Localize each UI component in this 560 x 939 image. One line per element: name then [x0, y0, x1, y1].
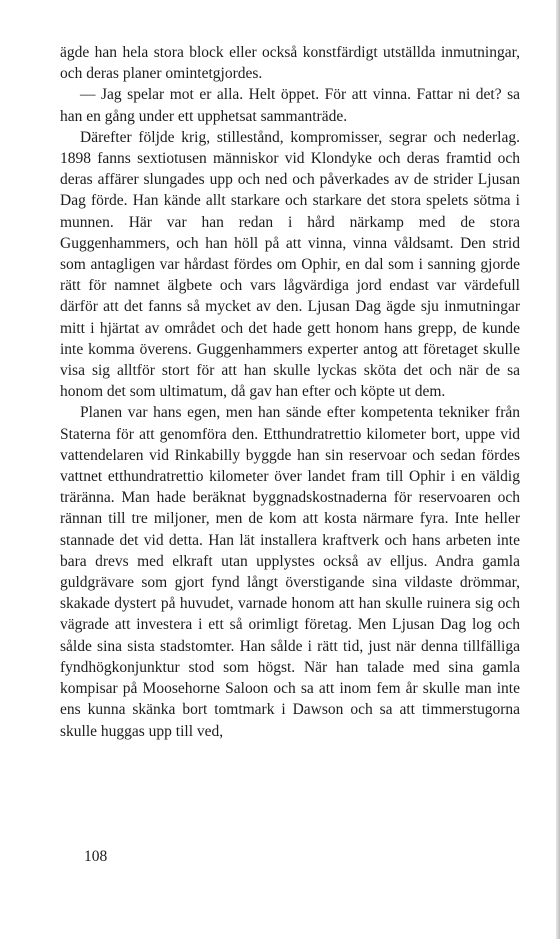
paragraph-dialogue: — Jag spelar mot er alla. Helt öppet. För att vinna. Fattar ni det? sa han en gång under ett upphetsat sammanträde. — [60, 86, 520, 125]
paragraph-war: Därefter följde krig, stillestånd, kompromisser, segrar och nederlag. 1898 fanns sextiotusen människor vid Klondyke och deras framtid och deras affärer slungades upp och ned och påverkades av de strider Ljusan Dag förde. Han kände allt starkare och starkare det stora spelets sötma i munnen. Här var han redan i hård närkamp med de stora Guggenhammers, och han höll på att vinna, vinna våldsamt. Den strid som antagligen var hårdast fördes om Ophir, en dal som i sanning gjorde rätt för namnet älgbete och vars lågvärdiga jord endast var värdefull därför att det fanns så mycket av den. Ljusan Dag ägde sju inmutningar mitt i hjärtat av området och det hade gett honom hans grepp, de kunde inte komma överens. Guggenhammers experter antog att företaget skulle visa sig alltför stort för att han skulle lyckas sköta det och när de sa honom det som ultimatum, då gav han efter och köpte ut dem. — [60, 128, 520, 401]
paragraph-continuation: ägde han hela stora block eller också konstfärdigt utställda inmutningar, och deras planer omintetgjordes. — [60, 44, 520, 83]
page-edge-shadow — [556, 0, 560, 939]
paragraph-plan: Planen var hans egen, men han sände efter kompetenta tekniker från Staterna för att genomföra den. Etthundratrettio kilometer bort, uppe vid vattendelaren vid Rinkabilly byggde han sin reservoar och sedan fördes vattnet etthundratrettio kilometer över landet fram till Ophir i en väldig träränna. Man hade beräknat byggnadskostnaderna för reservoaren och rännan till tre miljoner, men de kom att kosta närmare fyra. Inte heller stannade det vid detta. Han lät installera kraftverk och hans arbeten inte bara drevs med elkraft utan upplystes också av elljus. Andra gamla guldgrävare som gjort fynd långt överstigande sina vildaste drömmar, skakade dystert på huvudet, varnade honom att han skulle ruinera sig och vägrade att investera i ett så orimligt företag. Men Ljusan Dag log och sålde sina sista stadstomter. Han sålde i rätt tid, just när denna tillfälliga fyndhögkonjunktur stod som högst. När han talade med sina gamla kompisar på Moosehorne Saloon och sa att inom fem år skulle man inte ens kunna skänka bort tomtmark i Dawson och sa att timmerstugorna skulle huggas upp till ved, — [60, 404, 520, 740]
page-number: 108 — [84, 848, 108, 865]
body-text — [60, 42, 520, 742]
